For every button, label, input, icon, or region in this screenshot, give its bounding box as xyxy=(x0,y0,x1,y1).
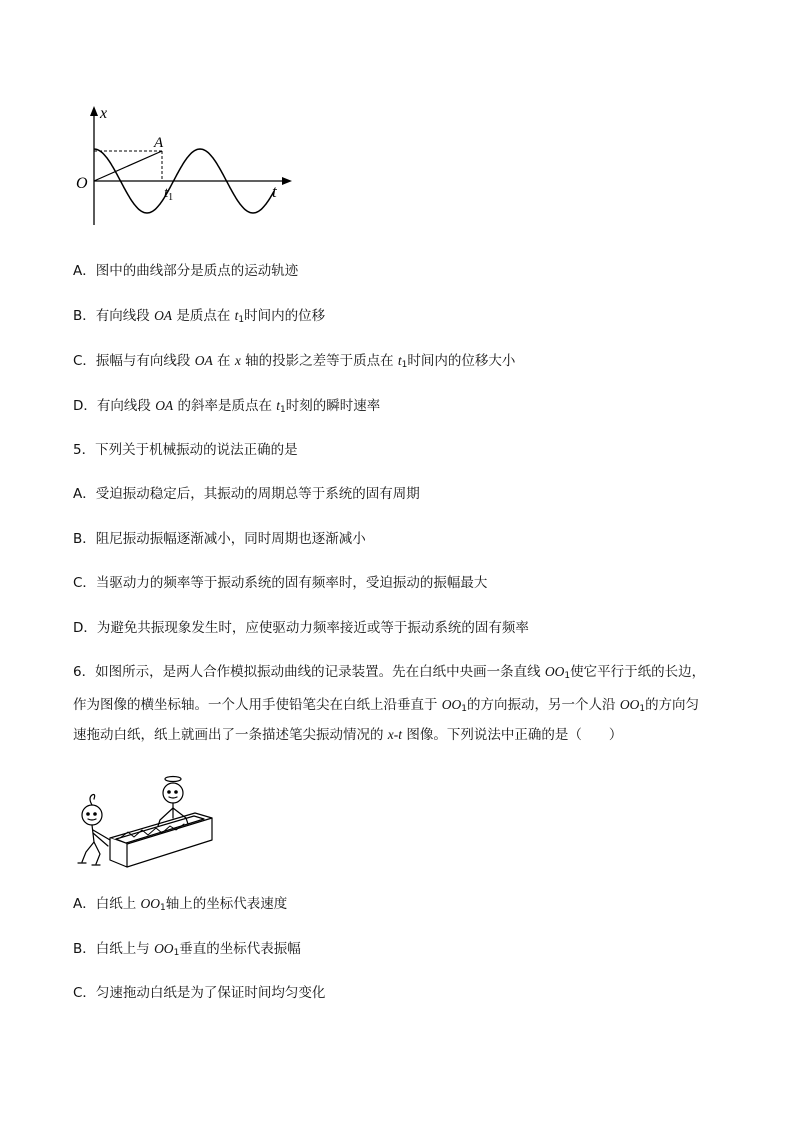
q5-option-c: C．当驱动力的频率等于振动系统的固有频率时，受迫振动的振幅最大 xyxy=(73,575,488,591)
t-axis-arrow xyxy=(282,177,292,185)
q4-option-c: C．振幅与有向线段 OA 在 x 轴的投影之差等于质点在 $t_1$时间内的位移大小 xyxy=(73,353,516,370)
q4-option-d: D．有向线段 OA 的斜率是质点在 $t_1$时刻的瞬时速率 xyxy=(73,398,381,415)
q6-option-b: B．白纸上与 $OO_1$垂直的坐标代表振幅 xyxy=(73,941,301,958)
axis-label-t: t xyxy=(272,182,277,201)
tick-label-t1: $t_1$ xyxy=(164,185,174,203)
point-a-label: A xyxy=(154,135,164,151)
q5-stem: 5．下列关于机械振动的说法正确的是 xyxy=(73,442,298,458)
q5-option-d: D．为避免共振现象发生时，应使驱动力频率接近或等于振动系统的固有频率 xyxy=(73,620,529,636)
xt-graph-figure xyxy=(70,100,300,235)
axis-label-x: x xyxy=(100,105,108,122)
q5-option-a: A．受迫振动稳定后，其振动的周期总等于系统的固有周期 xyxy=(73,486,420,502)
q4-option-a: A．图中的曲线部分是质点的运动轨迹 xyxy=(73,263,299,279)
recording-device-illustration xyxy=(70,768,220,874)
q6-stem-line-1: 6．如图所示，是两人合作模拟振动曲线的记录装置。先在白纸中央画一条直线 $OO_1$使它平行于纸的长边， xyxy=(73,664,706,681)
q6-option-c: C．匀速拖动白纸是为了保证时间均匀变化 xyxy=(73,985,326,1001)
q6-stem-line-2: 作为图像的横坐标轴。一个人用手使铅笔尖在白纸上沿垂直于 $OO_1$的方向振动，另一个人沿 $OO_1$的方向匀 xyxy=(73,697,700,714)
q5-option-b: B．阻尼振动振幅逐渐减小，同时周期也逐渐减小 xyxy=(73,531,366,547)
q6-stem-line-3: 速拖动白纸，纸上就画出了一条描述笔尖振动情况的 x-t 图像。下列说法中正确的是（ ） xyxy=(73,727,623,743)
q6-option-a: A．白纸上 $OO_1$轴上的坐标代表速度 xyxy=(73,896,288,913)
x-axis-arrow xyxy=(90,106,98,116)
origin-label: O xyxy=(76,175,88,192)
q4-option-b: B．有向线段 OA 是质点在 $t_1$时间内的位移 xyxy=(73,308,326,325)
